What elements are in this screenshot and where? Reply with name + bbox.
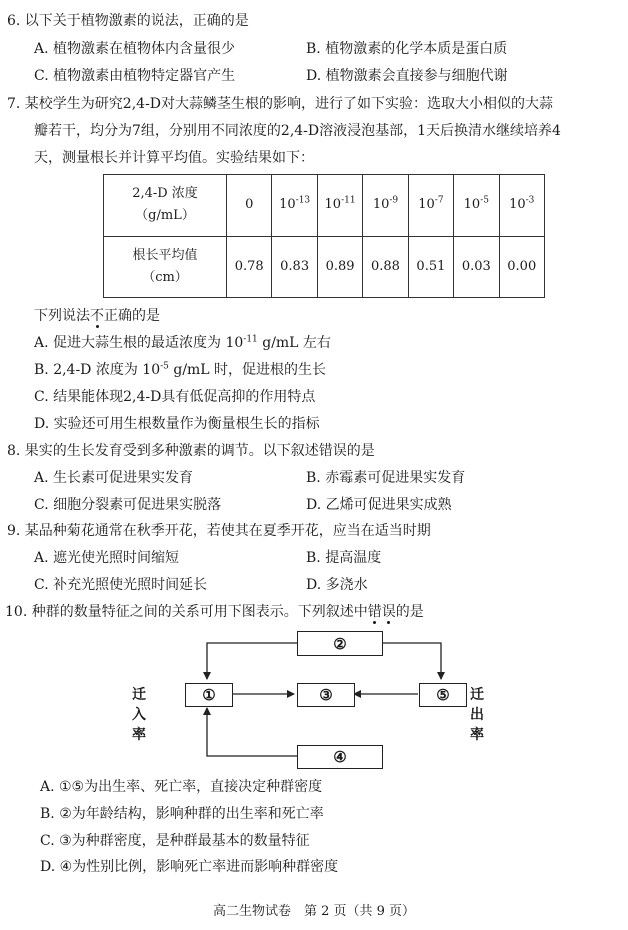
q8-option-b: B. 赤霉素可促进果实发育 [306, 470, 466, 486]
q10-option-b: B. ②为年龄结构，影响种群的出生率和死亡率 [40, 806, 324, 822]
conc-cell: $10^{-5}$ [454, 175, 499, 237]
q9-stem: 9. 某品种菊花通常在秋季开花，若使其在夏季开花，应当在适当时期 [7, 523, 431, 539]
page-footer: 高二生物试卷 第 2 页（共 9 页） [212, 904, 416, 919]
length-cell: 0.89 [317, 236, 362, 298]
immigration-rate-label: 迁入率 [132, 687, 146, 743]
length-cell: 0.51 [408, 236, 453, 298]
q7-stem-line2: 瓣若干，均分为7组，分别用不同浓度的2,4-D溶液浸泡基部，1天后换清水继续培养4 [34, 123, 561, 139]
diagram-box-4: ④ [297, 745, 383, 769]
q8-option-d: D. 乙烯可促进果实成熟 [306, 497, 452, 513]
q8-stem: 8. 果实的生长发育受到多种激素的调节。以下叙述错误的是 [7, 443, 375, 459]
q8-option-a: A. 生长素可促进果实发育 [34, 470, 194, 486]
q9-option-d: D. 多浇水 [306, 577, 368, 593]
length-cell: 0.88 [363, 236, 408, 298]
arrow-2-to-5 [383, 643, 441, 679]
q6-option-a: A. 植物激素在植物体内含量很少 [34, 41, 236, 57]
q7-stem-line1: 7. 某校学生为研究2,4-D对大蒜鳞茎生根的影响，进行了如下实验：选取大小相似的大蒜 [7, 96, 554, 112]
q8-option-c: C. 细胞分裂素可促进果实脱落 [34, 497, 222, 513]
length-cell: 0.83 [272, 236, 317, 298]
arrow-2-to-1 [207, 643, 297, 679]
q10-stem: 10. 种群的数量特征之间的关系可用下图表示。下列叙述中错误的是 [5, 604, 424, 620]
q6-option-b: B. 植物激素的化学本质是蛋白质 [306, 41, 508, 57]
arrow-4-to-1 [207, 708, 297, 756]
q7-prompt: 下列说法不正确的是 [34, 308, 160, 324]
q9-option-c: C. 补充光照使光照时间延长 [34, 577, 208, 593]
table-header-concentration: 2,4-D 浓度 （g/mL） [104, 175, 227, 237]
conc-cell: $10^{-13}$ [272, 175, 317, 237]
q6-stem: 6. 以下关于植物激素的说法，正确的是 [7, 13, 249, 29]
emphasis-dot-char: 不 [90, 308, 104, 324]
conc-cell: $10^{-3}$ [499, 175, 544, 237]
q10-option-c: C. ③为种群密度，是种群最基本的数量特征 [40, 833, 310, 849]
emphasis-dot-char: 错 [367, 604, 382, 620]
q7-option-c: C. 结果能体现2,4-D具有低促高抑的作用特点 [34, 389, 316, 405]
conc-cell: $10^{-7}$ [408, 175, 453, 237]
emphasis-dot-char: 误 [381, 604, 396, 620]
length-cell: 0.00 [499, 236, 544, 298]
diagram-box-3: ③ [297, 683, 355, 707]
diagram-box-5: ⑤ [419, 683, 467, 707]
conc-cell: $10^{-11}$ [317, 175, 362, 237]
q6-option-d: D. 植物激素会直接参与细胞代谢 [306, 68, 508, 84]
q10-option-a: A. ①⑤为出生率、死亡率，直接决定种群密度 [40, 779, 323, 795]
table-header-root-length: 根长平均值 （cm） [104, 236, 227, 298]
conc-cell: $10^{-9}$ [363, 175, 408, 237]
emigration-rate-label: 迁出率 [470, 687, 484, 743]
diagram-box-2: ② [297, 631, 383, 656]
diagram-box-1: ① [185, 683, 233, 707]
q7-stem-line3: 天，测量根长并计算平均值。实验结果如下： [34, 150, 314, 166]
conc-cell: 0 [227, 175, 272, 237]
length-cell: 0.03 [454, 236, 499, 298]
q9-option-b: B. 提高温度 [306, 550, 382, 566]
q9-option-a: A. 遮光使光照时间缩短 [34, 550, 180, 566]
q10-option-d: D. ④为性别比例，影响死亡率进而影响种群密度 [40, 859, 339, 875]
q7-option-b: B. 2,4-D 浓度为 $10^{-5}$ g/mL 时，促进根的生长 [34, 361, 327, 378]
q7-option-a: A. 促进大蒜生根的最适浓度为 $10^{-11}$ g/mL 左右 [34, 334, 331, 351]
q7-option-d: D. 实验还可用生根数量作为衡量根生长的指标 [34, 416, 320, 432]
q6-option-c: C. 植物激素由植物特定器官产生 [34, 68, 236, 84]
length-cell: 0.78 [227, 236, 272, 298]
